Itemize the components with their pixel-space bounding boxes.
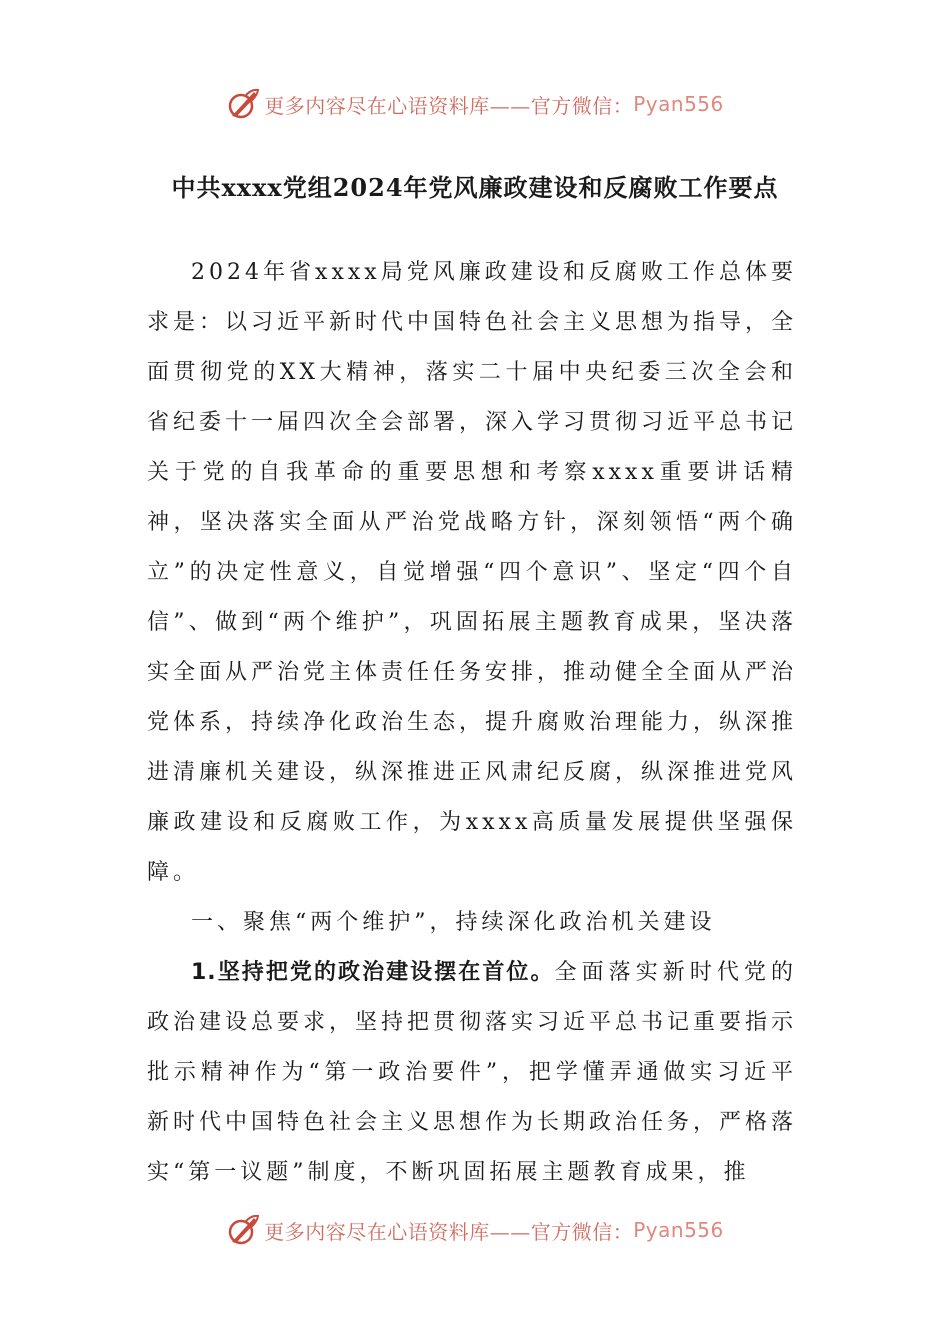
watermark-footer	[0, 1206, 950, 1254]
document-body	[147, 248, 797, 1198]
watermark-wechat-id: Pyan556	[633, 92, 724, 116]
quill-logo-icon	[226, 1213, 260, 1247]
quill-logo-icon	[226, 87, 260, 121]
watermark-wechat-id: Pyan556	[633, 1218, 724, 1242]
watermark-text: 更多内容尽在心语资料库——官方微信：	[264, 93, 634, 118]
watermark-text: 更多内容尽在心语资料库——官方微信：	[264, 1219, 634, 1244]
intro-paragraph: 2024年省xxxx局党风廉政建设和反腐败工作总体要求是：以习近平新时代中国特色社会主义思想为指导，全面贯彻党的XX大精神，落实二十届中央纪委三次全会和省纪委十一届四次全会部署，深入学习贯彻习近平总书记关于党的自我革命的重要思想和考察xxxx重要讲话精神，坚决落实全面从严治党战略方针，深刻领悟“两个确立”的决定性意义，自觉增强“四个意识”、坚定“四个自信”、做到“两个维护”，巩固拓展主题教育成果，坚决落实全面从严治党主体责任任务安排，推动健全全面从严治党体系，持续净化政治生态，提升腐败治理能力，纵深推进清廉机关建设，纵深推进正风肃纪反腐，纵深推进党风廉政建设和反腐败工作，为xxxx高质量发展提供坚强保障。	[147, 260, 798, 885]
item-paragraph	[147, 948, 797, 1198]
watermark-header	[0, 80, 950, 128]
item-body: 全面落实新时代党的政治建设总要求，坚持把贯彻落实习近平总书记重要指示批示精神作为“第一政治要件”，把学懂弄通做实习近平新时代中国特色社会主义思想作为长期政治任务，严格落实“第一议题”制度，不断巩固拓展主题教育成果，推	[147, 960, 798, 1185]
document-title: 中共xxxx党组2024年党风廉政建设和反腐败工作要点	[171, 173, 779, 202]
section-heading: 一、聚焦“两个维护”，持续深化政治机关建设	[191, 910, 716, 935]
item-title: 1.坚持把党的政治建设摆在首位。	[191, 960, 555, 985]
